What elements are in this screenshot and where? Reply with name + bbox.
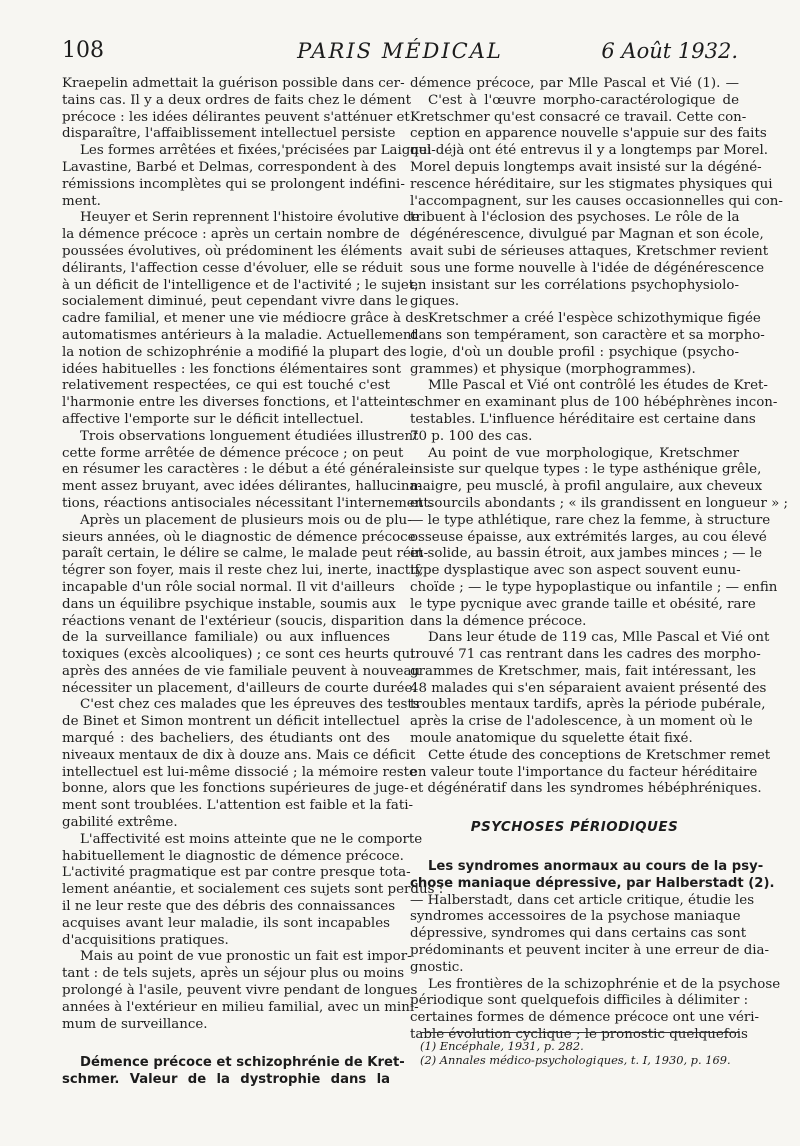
right-column-line: Mlle Pascal et Vié ont contrôlé les études de Kret- (428, 378, 768, 394)
left-column-line: L'activité pragmatique est par contre presque tota- (62, 865, 411, 881)
left-column-line: tégrer son foyer, mais il reste chez lui, inerte, inactif, (62, 563, 424, 579)
right-column-line: grammes de Kretschmer, mais, fait intéressant, les (410, 663, 756, 679)
left-column-line: acquises avant leur maladie, ils sont incapables (62, 915, 390, 931)
left-column-line: poussées évolutives, où prédominent les éléments (62, 243, 403, 259)
right-column-line: type dysplastique avec son aspect souvent eunu- (410, 563, 741, 579)
left-column-line: Heuyer et Serin reprennent l'histoire évolutive de (80, 210, 420, 226)
left-column-line: C'est chez ces malades que les épreuves des tests (80, 697, 420, 713)
left-column-line: ment sont troublées. L'attention est faible et la fati- (62, 798, 414, 814)
right-column-line: après la crise de l'adolescence, à un moment où le (410, 714, 753, 730)
right-column-line: qui déjà ont été entrevus il y a longtemps par Morel. (410, 143, 768, 159)
left-column-line: lement anéantie, et socialement ces sujets sont perdus : (62, 882, 444, 898)
left-column-line: L'affectivité est moins atteinte que ne le comporte (80, 831, 423, 847)
left-column-line: sieurs années, où le diagnostic de démence précoce (62, 529, 416, 545)
right-column-line: testables. L'influence héréditaire est certaine dans (410, 411, 756, 427)
left-column-line: Kraepelin admettait la guérison possible dans cer- (62, 76, 405, 91)
left-column-line: ment. (62, 193, 101, 209)
left-column-line: marqué : des bacheliers, des étudiants ont des (62, 731, 390, 747)
right-column-line: Les syndromes anormaux au cours de la psy- (428, 859, 764, 875)
left-column-line: tant : de tels sujets, après un séjour plus ou moins (62, 966, 405, 982)
right-column-line: Cette étude des conceptions de Kretschmer remet (428, 747, 771, 763)
right-column-line: Dans leur étude de 119 cas, Mlle Pascal et Vié ont (428, 630, 770, 646)
right-column-line: et dégénératif dans les syndromes hébéphréniques. (410, 781, 762, 797)
left-column-line: après des années de vie familiale peuvent à nouveau (62, 663, 421, 679)
issue-date: 6 Août 1932. (601, 39, 738, 63)
left-column-line: niveaux mentaux de dix à douze ans. Mais ce déficit (62, 747, 416, 763)
right-column-line: périodique sont quelquefois difficiles à délimiter : (410, 993, 749, 1009)
right-column-line: l'accompagnent, sur les causes occasionnelles qui con- (410, 193, 783, 209)
left-column-line: l'harmonie entre les diverses fonctions, et l'atteinte (62, 395, 413, 411)
right-column-line: trouvé 71 cas rentrant dans les cadres des morpho- (410, 647, 761, 663)
footnote-1: (1) Encéphale, 1931, p. 282. (420, 1039, 584, 1053)
spacer (410, 837, 739, 859)
right-column-line: PSYCHOSES PÉRIODIQUES (470, 820, 679, 836)
left-column-line: en résumer les caractères : le début a été générale- (62, 462, 414, 478)
right-column-line: Kretschmer qu'est consacré ce travail. Cette con- (410, 109, 747, 125)
right-column-line: dans la démence précoce. (410, 613, 587, 629)
right-column-line: Morel depuis longtemps avait insisté sur la dégéné- (410, 159, 762, 175)
footnotes (420, 1032, 739, 1068)
right-column-line: choïde ; — le type hypoplastique ou infantile ; — enfin (410, 579, 778, 595)
left-column-line: années à l'extérieur en milieu familial, avec un mini- (62, 999, 419, 1015)
left-column-line: habituellement le diagnostic de démence précoce. (62, 848, 404, 864)
left-column-line: cadre familial, et mener une vie médiocre grâce à des (62, 311, 429, 327)
right-column-line: dégénérescence, divulgué par Magnan et son école, (410, 227, 764, 243)
left-column-line: Les formes arrêtées et fixées,'précisées par Laignel- (80, 143, 436, 159)
left-column-line: prolongé à l'asile, peuvent vivre pendant de longues (62, 983, 418, 999)
left-column-line: Trois observations longuement étudiées illustrent (80, 428, 419, 444)
left-column-line: tains cas. Il y a deux ordres de faits chez le dément (62, 92, 412, 108)
left-column-line: la démence précoce : après un certain nombre de (62, 227, 400, 243)
right-column-line: Kretschmer a créé l'espèce schizothymique figée (428, 311, 761, 327)
left-column-line: délirants, l'affection cesse d'évoluer, elle se réduit (62, 260, 403, 276)
right-column-line: giques. (410, 294, 460, 310)
right-column-line: moule anatomique du squelette était fixé. (410, 731, 693, 747)
right-column-line: et solide, au bassin étroit, aux jambes minces ; — le (410, 546, 762, 562)
left-column-line: Mais au point de vue pronostic un fait est impor- (80, 949, 412, 965)
left-column-line: mum de surveillance. (62, 1016, 208, 1032)
left-column-line: tions, réactions antisociales nécessitant l'internement. (62, 495, 433, 511)
right-column-line: et sourcils abondants ; « ils grandissent en longueur » ; (410, 495, 789, 511)
right-column-line: en insistant sur les corrélations psychophysiolo- (410, 277, 739, 293)
left-column-line: bonne, alors que les fonctions supérieures de juge- (62, 781, 409, 797)
right-column-line: le type pycnique avec grande taille et obésité, rare (410, 596, 756, 612)
left-column-line: paraît certain, le délire se calme, le malade peut réin- (62, 546, 429, 562)
right-column-line: — le type athlétique, rare chez la femme, à structure (410, 512, 771, 528)
right-column-line: schmer en examinant plus de 100 hébéphrènes incon- (410, 395, 778, 411)
right-column-line: Les frontières de la schizophrénie et de la psychose (428, 976, 781, 992)
left-column-line: précoce : les idées délirantes peuvent s'atténuer et (62, 109, 410, 125)
left-column-line: il ne leur reste que des débris des connaissances (62, 899, 396, 915)
left-column-line: intellectuel est lui-même dissocié ; la mémoire reste (62, 764, 417, 780)
right-column-line: 70 p. 100 des cas. (410, 428, 533, 444)
left-column-line: de la surveillance familiale) ou aux influences (62, 630, 390, 646)
right-column-line: sous une forme nouvelle à l'idée de dégénérescence (410, 260, 765, 276)
right-column-line: logie, d'où un double profil : psychique (psycho- (410, 344, 739, 360)
left-column-line: toxiques (excès alcooliques) ; ce sont ces heurts qui (62, 647, 415, 663)
left-column-line: automatismes antérieurs à la maladie. Actuellement (62, 327, 417, 343)
right-column-line: Au point de vue morphologique, Kretschmer (428, 445, 739, 461)
right-column-line: table évolution cyclique ; le pronostic quelquefois (410, 1027, 748, 1043)
page-number: 108 (62, 38, 104, 63)
right-column-line: chose maniaque dépressive, par Halberstadt (2). (410, 875, 775, 891)
left-column-line: Démence précoce et schizophrénie de Kret- (80, 1055, 405, 1071)
left-column-line: affective l'emporte sur le déficit intellectuel. (62, 411, 364, 427)
left-column-line: ment assez bruyant, avec idées délirantes, hallucina- (62, 479, 423, 495)
right-column-line: 48 malades qui s'en séparaient avaient présenté des (410, 680, 767, 696)
right-column-line: C'est à l'œuvre morpho-caractérologique de (428, 92, 739, 108)
right-column-line: syndromes accessoires de la psychose maniaque (410, 909, 741, 925)
right-column-line: grammes) et physique (morphogrammes). (410, 361, 696, 377)
right-column-line: maigre, peu musclé, à profil angulaire, aux cheveux (410, 479, 763, 495)
spacer (62, 1033, 390, 1055)
right-column-line: ception en apparence nouvelle s'appuie sur des faits (410, 126, 767, 142)
right-column-line: certaines formes de démence précoce ont une véri- (410, 1010, 760, 1026)
right-column (410, 76, 789, 1044)
right-column-line: dans son tempérament, son caractère et sa morpho- (410, 327, 765, 343)
left-column-line: nécessiter un placement, d'ailleurs de courte durée. (62, 680, 417, 696)
right-column-line: en valeur toute l'importance du facteur héréditaire (410, 764, 758, 780)
right-column-line: avait subi de sérieuses attaques, Kretschmer revient (410, 243, 769, 259)
right-column-line: — Halberstadt, dans cet article critique, étudie les (410, 892, 755, 908)
left-column-line: dans un équilibre psychique instable, soumis aux (62, 596, 396, 612)
right-column-line: prédominants et peuvent inciter à une erreur de dia- (410, 943, 770, 959)
left-column-line: la notion de schizophrénie a modifié la plupart des (62, 344, 407, 360)
right-column-line: rescence héréditaire, sur les stigmates physiques qui (410, 176, 773, 192)
right-column-line: troubles mentaux tardifs, après la période pubérale, (410, 697, 766, 713)
spacer (410, 798, 739, 820)
left-column-line: relativement respectées, ce qui est touché c'est (62, 378, 390, 394)
left-column-line: cette forme arrêtée de démence précoce ; on peut (62, 445, 404, 461)
right-column-line: démence précoce, par Mlle Pascal et Vié (1). — (410, 76, 739, 91)
footnote-2: (2) Annales médico-psychologiques, t. I, 1930, p. 169. (420, 1053, 731, 1068)
right-column-line: gnostic. (410, 959, 464, 975)
left-column-line: idées habituelles : les fonctions élémentaires sont (62, 361, 401, 377)
left-column-line: d'acquisitions pratiques. (62, 932, 229, 948)
left-column-line: rémissions incomplètes qui se prolongent indéfini- (62, 176, 405, 192)
left-column-line: Lavastine, Barbé et Delmas, correspondent à des (62, 159, 397, 175)
right-column-line: dépressive, syndromes qui dans certains cas sont (410, 926, 747, 942)
left-column-line: Après un placement de plusieurs mois ou de plu- (80, 512, 412, 528)
page-header (62, 36, 738, 72)
right-column-line: insiste sur quelque types : le type asthénique grêle, (410, 462, 762, 478)
left-column-line: gabilité extrême. (62, 815, 178, 831)
right-column-line: osseuse épaisse, aux extrémités larges, au cou élevé (410, 529, 767, 545)
journal-title: PARIS MÉDICAL (297, 39, 503, 63)
left-column-line: de Binet et Simon montrent un déficit intellectuel (62, 714, 400, 730)
left-column-line: incapable d'un rôle social normal. Il vit d'ailleurs (62, 579, 395, 595)
left-column-line: réactions venant de l'extérieur (soucis, disparition (62, 613, 405, 629)
left-column-line: schmer. Valeur de la dystrophie dans la (62, 1072, 390, 1088)
right-column-line: tribuent à l'éclosion des psychoses. Le rôle de la (410, 210, 740, 226)
left-column-line: socialement diminué, peut cependant vivre dans le (62, 294, 408, 310)
left-column-line: à un déficit de l'intelligence et de l'activité ; le sujet, (62, 277, 419, 293)
left-column-line: disparaître, l'affaiblissement intellectuel persiste (62, 126, 396, 142)
